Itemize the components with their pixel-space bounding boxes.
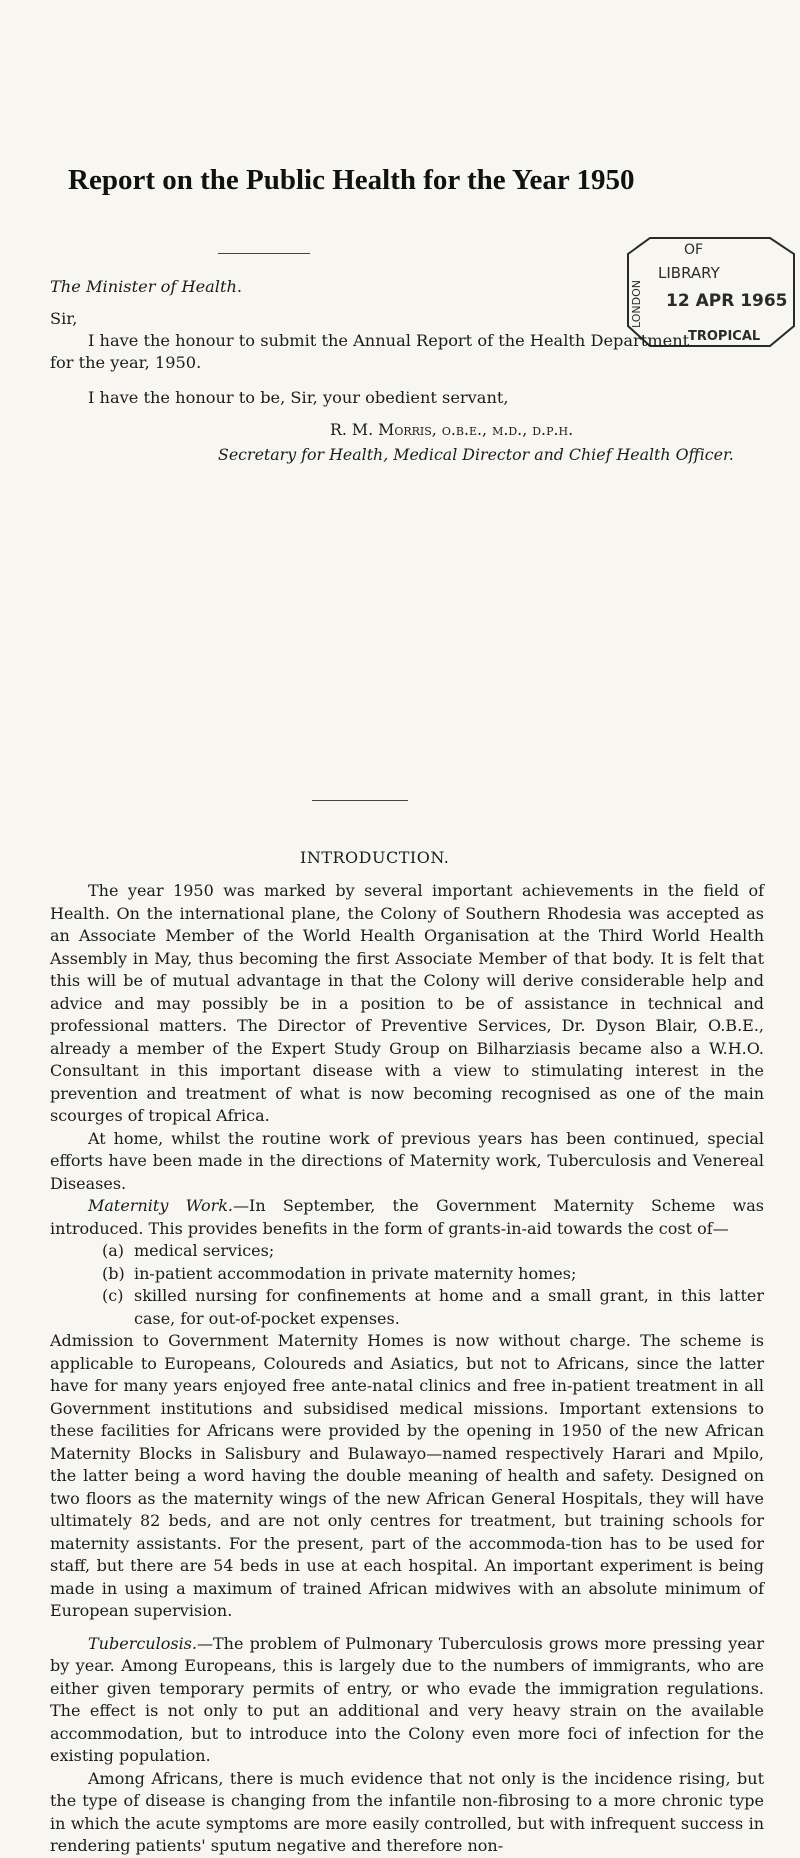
list-item (50, 1240, 764, 1263)
tuberculosis-heading: Tuberculosis. (88, 1633, 197, 1653)
tuberculosis-text: —The problem of Pulmonary Tuberculosis grows more pressing year by year. Among Europeans, this is largely due to the numbers of immigrants, who are either given temporary permits of entry, or who evade the immigration regulations. The effect is not only to put an additional and very heavy strain on the available accommodation, but to introduce into the Colony even more foci of infection for the existing population. (50, 1633, 764, 1765)
stamp-bottom-text: TROPICAL (688, 329, 761, 344)
list-item-text: in-patient accommodation in private maternity homes; (134, 1263, 577, 1283)
report-title: Report on the Public Health for the Year 1950 (68, 164, 635, 196)
addressee: The Minister of Health. (50, 277, 243, 296)
maternity-work-heading: Maternity Work. (88, 1196, 234, 1215)
list-item (50, 1263, 764, 1286)
paragraph-3 (50, 1195, 764, 1240)
maternity-work-text: —In September, the Government Maternity Scheme was introduced. This provides benefits in the form of grants-in-aid towards the cost of— (50, 1196, 764, 1238)
stamp-side-text: LONDON (630, 280, 643, 328)
stamp-library-text: LIBRARY (658, 264, 720, 282)
paragraph-2: At home, whilst the routine work of previous years has been continued, special efforts have been made in the directions of Maternity work, Tuberculosis and Venereal Diseases. (50, 1128, 764, 1193)
middle-divider (312, 800, 408, 801)
benefits-list (50, 1240, 764, 1330)
paragraph-1: The year 1950 was marked by several important achievements in the field of Health. On the international plane, the Colony of Southern Rhodesia was accepted as an Associate Member of the World Health Organisation at the Third World Health Assembly in May, thus becoming the first Associate Member of that body. It is felt that this will be of mutual advantage in that the Colony will derive considerable help and advice and may possibly be in a position to be of assistance in technical and professional matters. The Director of Preventive Services, Dr. Dyson Blair, O.B.E., already a member of the Expert Study Group on Bilharziasis became also a W.H.O. Consultant in this important disease with a view to stimulating interest in the prevention and treatment of what is now becoming recognised as one of the main scourges of tropical Africa. (50, 881, 764, 1125)
report-body (50, 880, 764, 1858)
list-item-text: medical services; (134, 1241, 275, 1260)
introduction-heading: INTRODUCTION. (300, 848, 450, 867)
paragraph-4: Admission to Government Maternity Homes is now without charge. The scheme is applicable to Europeans, Coloureds and Asiatics, but not to Africans, since the latter have for many years enjoyed free ante-natal clinics and free in-patient treatment in all Government institutions and subsidised medical missions. Important extensions to these facilities for Africans were provided by the opening in 1950 of the new African Maternity Blocks in Salisbury and Bulawayo—named respectively Harari and Mpilo, the latter being a word having the double meaning of health and safety. Designed on two floors as the maternity wings of the new African General Hospitals, they will have ultimately 82 beds, and are not only centres for treatment, but training schools for maternity assistants. For the present, part of the accommoda-tion has to be used for staff, but there are 54 beds in use at each hospital. An important experiment is being made in using a maximum of trained African midwives with an absolute minimum of European supervision. (50, 1331, 764, 1620)
list-item-label: (c) (102, 1286, 124, 1305)
letter-line-1: I have the honour to submit the Annual Report of the Health Department (88, 331, 690, 350)
stamp-date-text: 12 APR 1965 (666, 291, 788, 311)
top-divider (218, 253, 310, 254)
list-item (50, 1285, 764, 1330)
stamp-top-text: OF (684, 242, 704, 258)
list-item-label: (a) (102, 1241, 125, 1260)
paragraph-6: Among Africans, there is much evidence that not only is the incidence rising, but the type of disease is changing from the infantile non-fibrosing to a more chronic type in which the acute symptoms are more easily controlled, but with infrequent success in rendering patients' sputum negative and therefore non- (50, 1768, 764, 1855)
letter-line-2: for the year, 1950. (50, 353, 202, 372)
list-item-label: (b) (102, 1263, 125, 1283)
paragraph-5 (50, 1633, 764, 1768)
signatory-name: R. M. Morris, o.b.e., m.d., d.p.h. (330, 420, 574, 439)
letter-closing: I have the honour to be, Sir, your obedient servant, (88, 388, 509, 407)
signatory-position: Secretary for Health, Medical Director and Chief Health Officer. (218, 445, 734, 464)
list-item-text: skilled nursing for confinements at home and a small grant, in this latter case, for out-of-pocket expenses. (134, 1286, 764, 1328)
salutation: Sir, (50, 309, 78, 328)
